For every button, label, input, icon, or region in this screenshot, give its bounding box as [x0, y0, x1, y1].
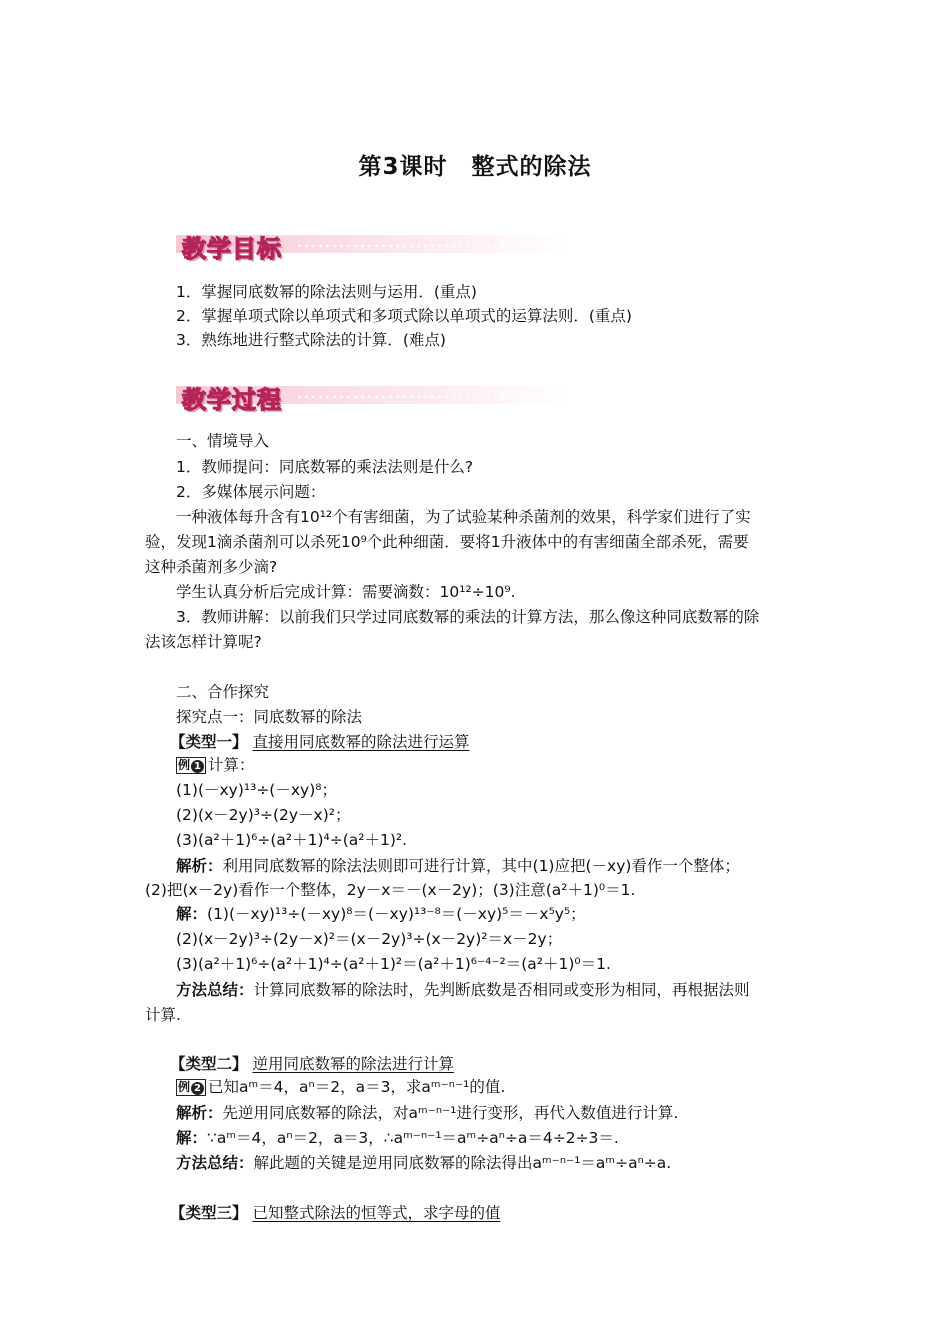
solution-line: [176, 904, 586, 924]
summary-label: 方法总结：: [176, 1154, 254, 1172]
type-title: 已知整式除法的恒等式，求字母的值: [252, 1204, 501, 1222]
objective-item: 3．熟练地进行整式除法的计算．(难点): [176, 331, 446, 349]
example-number: 2: [191, 1082, 204, 1095]
paragraph: 学生认真分析后完成计算：需要滴数：10¹²÷10⁹.: [176, 583, 516, 601]
solution-text: ∵aᵐ＝4，aⁿ＝2，a＝3，∴aᵐ⁻ⁿ⁻¹＝aᵐ÷aⁿ÷a＝4÷2÷3＝.: [207, 1129, 619, 1147]
type-tag: 【类型一】: [170, 733, 248, 751]
summary-line: [176, 1153, 671, 1173]
banner-dots: [296, 395, 564, 399]
process-banner: [176, 380, 570, 414]
banner-dots: [296, 244, 564, 248]
summary-line: 计算.: [145, 1006, 181, 1024]
analysis-line: [176, 856, 740, 876]
page-title: 第3课时 整式的除法: [358, 154, 592, 180]
paragraph: 验，发现1滴杀菌剂可以杀死10⁹个此种细菌．要将1升液体中的有害细菌全部杀死，需要: [145, 533, 749, 551]
paragraph: 一种液体每升含有10¹²个有害细菌，为了试验某种杀菌剂的效果，科学家们进行了实: [176, 508, 751, 526]
summary-text: 计算同底数幂的除法时，先判断底数是否相同或变形为相同，再根据法则: [253, 981, 750, 999]
solution-label: 解：: [176, 905, 208, 923]
solution-line: (2)(x－2y)³÷(2y－x)²＝(x－2y)³÷(x－2y)²＝x－2y；: [176, 930, 563, 948]
analysis-label: 解析：: [176, 857, 223, 875]
type-tag: 【类型二】: [170, 1055, 248, 1073]
type-heading: [170, 732, 469, 752]
summary-text: 解此题的关键是逆用同底数幂的除法得出aᵐ⁻ⁿ⁻¹＝aᵐ÷aⁿ÷a.: [253, 1154, 672, 1172]
solution-line: (3)(a²＋1)⁶÷(a²＋1)⁴÷(a²＋1)²＝(a²＋1)⁶⁻⁴⁻²＝(a²＋1)⁰＝1.: [176, 955, 611, 973]
type-tag: 【类型三】: [170, 1204, 248, 1222]
analysis-text: 先逆用同底数幂的除法，对aᵐ⁻ⁿ⁻¹进行变形，再代入数值进行计算.: [222, 1104, 679, 1122]
type-title: 逆用同底数幂的除法进行计算: [252, 1055, 454, 1073]
example-text: 计算：: [208, 756, 255, 774]
type-heading: [170, 1203, 500, 1223]
solution-text: (1)(－xy)¹³÷(－xy)⁸＝(－xy)¹³⁻⁸＝(－xy)⁵＝－x⁵y⁵；: [207, 905, 586, 923]
formula-line: (1)(－xy)¹³÷(－xy)⁸；: [176, 781, 337, 799]
example-number: 1: [191, 760, 204, 773]
example-text: 已知aᵐ＝4，aⁿ＝2，a＝3，求aᵐ⁻ⁿ⁻¹的值.: [208, 1078, 506, 1096]
objectives-banner-label: 教学目标: [182, 235, 282, 263]
paragraph: 3．教师讲解：以前我们只学过同底数幂的乘法的计算方法，那么像这种同底数幂的除: [176, 608, 760, 626]
formula-line: (2)(x－2y)³÷(2y－x)²；: [176, 806, 351, 824]
example-line: [176, 1077, 505, 1097]
solution-label: 解：: [176, 1129, 208, 1147]
paragraph: 这种杀菌剂多少滴?: [145, 558, 278, 576]
objectives-banner: [176, 229, 570, 263]
analysis-label: 解析：: [176, 1104, 223, 1122]
formula-line: (3)(a²＋1)⁶÷(a²＋1)⁴÷(a²＋1)².: [176, 831, 408, 849]
type-heading: [170, 1054, 454, 1074]
analysis-line: (2)把(x－2y)看作一个整体，2y－x＝－(x－2y)；(3)注意(a²＋1)⁰＝1.: [145, 881, 636, 899]
paragraph: 法该怎样计算呢?: [145, 633, 262, 651]
section-heading: 二、合作探究: [176, 683, 270, 701]
process-banner-label: 教学过程: [182, 386, 282, 414]
type-title: 直接用同底数幂的除法进行运算: [252, 733, 470, 751]
summary-line: [176, 980, 750, 1000]
example-badge: 例 2: [176, 1079, 206, 1096]
paragraph: 1．教师提问：同底数幂的乘法法则是什么?: [176, 458, 474, 476]
section-heading: 一、情境导入: [176, 432, 270, 450]
analysis-line: [176, 1103, 678, 1123]
objective-item: 2．掌握单项式除以单项式和多项式除以单项式的运算法则．(重点): [176, 307, 632, 325]
objective-item: 1．掌握同底数幂的除法法则与运用．(重点): [176, 283, 477, 301]
example-line: [176, 755, 255, 775]
solution-line: [176, 1128, 619, 1148]
summary-label: 方法总结：: [176, 981, 254, 999]
example-badge: 例 1: [176, 757, 206, 774]
explore-point: 探究点一：同底数幂的除法: [176, 708, 363, 726]
paragraph: 2．多媒体展示问题：: [176, 483, 326, 501]
analysis-text: 利用同底数幂的除法法则即可进行计算，其中(1)应把(－xy)看作一个整体；: [222, 857, 740, 875]
